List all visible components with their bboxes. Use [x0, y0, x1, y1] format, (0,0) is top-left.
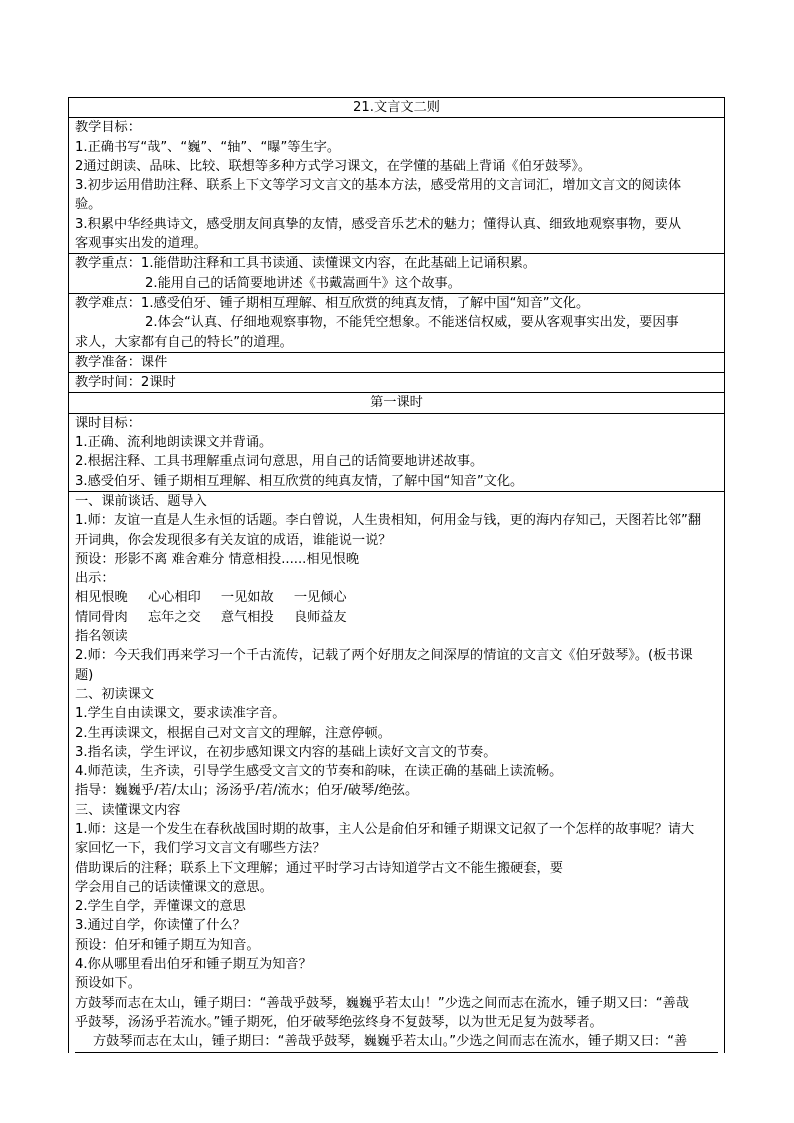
difficulties-line: 求人，大家都有自己的特长”的道理。: [75, 334, 293, 350]
objectives-line: 1.正确书写“哉”、“巍”、“轴”、“曝”等生字。: [75, 139, 341, 155]
objectives-line: 3.初步运用借助注释、联系上下文等学习文言文的基本方法，感受常用的文言词汇，增加文言文的阅读体: [75, 178, 682, 194]
process-line: 4.师范读，生齐读，引导学生感受文言文的节奏和韵味，在读正确的基础上读流畅。: [75, 764, 563, 780]
difficulties-section: [69, 294, 724, 353]
process-line: 预设：形影不离 难舍难分 情意相投......相见恨晚: [75, 551, 360, 567]
idiom: 意气相投: [220, 609, 274, 625]
process-line: 预设：伯牙和锺子期互为知音。: [75, 937, 260, 953]
preparation-row: [69, 353, 724, 373]
objectives-line: 3.积累中华经典诗文，感受朋友间真挚的友情，感受音乐艺术的魅力；懂得认真、细致地观察事物，要从: [75, 216, 682, 232]
process-line: 题): [75, 667, 94, 683]
objectives-line: 客观事实出发的道理。: [75, 236, 207, 252]
objectives-line: 2通过朗读、品味、比较、联想等多种方式学习课文，在学懂的基础上背诵《伯牙鼓琴》。: [75, 158, 592, 174]
lesson1-title: 第一课时: [370, 395, 423, 411]
process-line: 学会用自己的话读懂课文的意思。: [75, 879, 273, 895]
process-line: 开词典，你会发现很多有关友谊的成语，谁能说一说？: [75, 532, 392, 548]
objectives-line: 验。: [75, 197, 102, 213]
process-line: 3.指名读，学生评议，在初步感知课文内容的基础上读好文言文的节奏。: [75, 744, 497, 760]
page-title: 21.文言文二则: [353, 100, 440, 115]
idiom: 心心相印: [147, 590, 201, 606]
idiom: 相见恨晚: [75, 590, 128, 606]
key-points-line: 教学重点：1.能借助注释和工具书读通、读懂课文内容，在此基础上记诵积累。: [75, 256, 536, 272]
idiom: 忘年之交: [147, 609, 201, 625]
difficulties-line: 2.体会“认真、仔细地观察事物，不能凭空想象。不能迷信权威，要从客观事实出发，要因事: [145, 315, 679, 331]
process-line: 1.学生自由读课文，要求读准字音。: [75, 706, 286, 722]
process-line: 家回忆一下，我们学习文言文有哪些方法？: [75, 841, 326, 857]
title-row: [69, 98, 724, 118]
lesson-objectives-line: 课时目标：: [75, 415, 141, 431]
idiom: 一见如故: [220, 590, 274, 606]
teaching-process-section: [69, 492, 724, 1053]
process-line: 2.学生自学，弄懂课文的意思: [75, 899, 246, 915]
lesson-objectives-section: [69, 414, 724, 492]
process-line: 预设如下。: [75, 976, 141, 992]
preparation-text: 教学准备：课件: [75, 354, 168, 370]
process-line: 1.师：友谊一直是人生永恒的话题。李白曾说，人生贵相知，何用金与钱，更的海内存知己，天图若比邻”翻: [75, 513, 702, 529]
idiom: 一见倾心: [293, 590, 347, 606]
lesson1-title-row: [69, 393, 724, 413]
process-line: 3.通过自学，你读懂了什么？: [75, 918, 246, 934]
section-heading: 二、初读课文: [75, 686, 155, 702]
time-row: [69, 373, 724, 393]
process-line: 借助课后的注释；联系上下文理解；通过平时学习古诗知道学古文不能生搬硬套，要: [75, 860, 563, 876]
lesson-objectives-line: 3.感受伯牙、锺子期相互理解、相互欣赏的纯真友情，了解中国“知音”文化。: [75, 473, 524, 489]
lesson-objectives-line: 2.根据注释、工具书理解重点词句意思，用自己的话简要地讲述故事。: [75, 454, 484, 470]
process-line: 乎鼓琴，汤汤乎若流水。”锺子期死，伯牙破琴绝弦终身不复鼓琴，以为世无足复为鼓琴者。: [75, 1014, 603, 1030]
process-line: 方鼓琴而志在太山，锺子期曰：“善哉乎鼓琴，巍巍乎若太山！”少选之间而志在流水，锺子期又曰：“善哉: [75, 995, 689, 1011]
process-line: 指导：巍巍乎/若/太山；汤汤乎/若/流水；伯牙/破琴/绝弦。: [75, 783, 419, 799]
key-points-line: 2.能用自己的话简要地讲述《书戴嵩画牛》这个故事。: [145, 275, 461, 291]
process-line: 2.生再读课文，根据自己对文言文的理解，注意停顿。: [75, 725, 391, 741]
idiom: 良师益友: [293, 609, 347, 625]
objectives-line: 教学目标：: [75, 120, 141, 136]
key-points-section: [69, 254, 724, 294]
process-line: 4.你从哪里看出伯牙和锺子期互为知音？: [75, 957, 312, 973]
objectives-section: [69, 118, 724, 254]
lesson-objectives-line: 1.正确、流利地朗读课文并背诵。: [75, 435, 273, 451]
idiom: 情同骨肉: [75, 609, 128, 625]
process-line: 1.师：这是一个发生在春秋战国时期的故事，主人公是俞伯牙和锺子期课文记叙了一个怎样的故事呢？请大: [75, 821, 695, 837]
section-heading: 三、读懂课文内容: [75, 802, 181, 818]
idiom-row: [75, 588, 718, 607]
process-line: 2.师：今天我们再来学习一个千古流传，记载了两个好朋友之间深厚的情谊的文言文《伯牙鼓琴》。(板书课: [75, 648, 693, 664]
lesson-plan-table: [68, 97, 725, 1053]
process-line: 指名领读: [75, 629, 128, 645]
section-heading: 一、课前谈话、题导入: [75, 493, 207, 509]
process-line: 方鼓琴而志在太山，锺子期曰：“善哉乎鼓琴，巍巍乎若太山。”少选之间而志在流水，锺子期又曰：“善: [75, 1032, 718, 1052]
difficulties-line: 教学难点：1.感受伯牙、锺子期相互理解、相互欣赏的纯真友情，了解中国“知音”文化。: [75, 295, 590, 311]
time-text: 教学时间：2课时: [75, 375, 176, 391]
process-line: 出示：: [75, 571, 115, 587]
idiom-row: [75, 608, 718, 627]
